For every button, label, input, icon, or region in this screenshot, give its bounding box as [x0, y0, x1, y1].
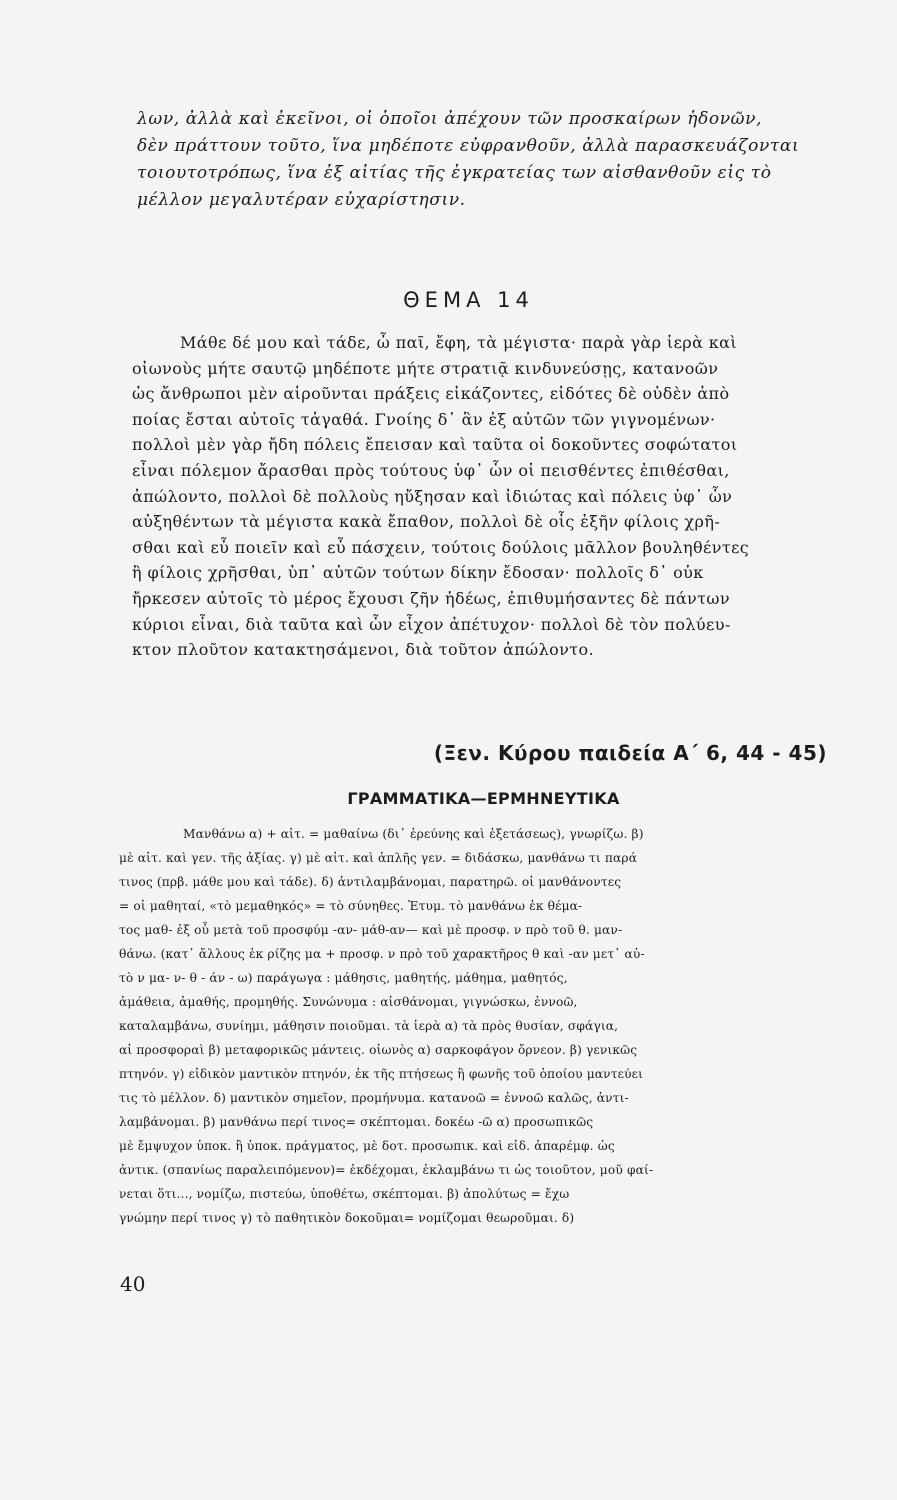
glossary-line: θάνω. (κατ᾽ ἄλλους ἐκ ρίζης μα + προσφ. ν πρὸ τοῦ χαρακτῆρος θ καὶ -αν μετ᾽ αὐ- — [119, 947, 645, 961]
source-citation: (Ξεν. Κύρου παιδεία Α΄ 6, 44 - 45) — [433, 741, 827, 765]
intro-line: δὲν πράττουν τοῦτο, ἵνα μηδέποτε εὐφρανθοῦν, ἀλλὰ παρασκευάζονται — [137, 136, 800, 156]
intro-paragraph — [137, 106, 847, 214]
glossary-line: τος μαθ- ἐξ οὗ μετὰ τοῦ προσφύμ -αν- μάθ-αν— καὶ μὲ προσφ. ν πρὸ τοῦ θ. μαν- — [119, 923, 623, 937]
glossary-line: Μανθάνω α) + αἰτ. = μαθαίνω (δι᾽ ἐρεύνης καὶ ἐξετάσεως), γνωρίζω. β) — [183, 827, 644, 841]
glossary-line: τὸ ν μα- ν- θ - άν - ω) παράγωγα : μάθησις, μαθητής, μάθημα, μαθητός, — [119, 971, 568, 985]
glossary-line: τις τὸ μέλλον. δ) μαντικὸν σημεῖον, προμήνυμα. κατανοῶ = ἐννοῶ καλῶς, ἀντι- — [119, 1091, 629, 1105]
passage-line: σθαι καὶ εὖ ποιεῖν καὶ εὖ πάσχειν, τούτοις δούλοις μᾶλλον βουληθέντες — [132, 537, 750, 557]
intro-line: μέλλον μεγαλυτέραν εὐχαρίστησιν. — [137, 190, 466, 210]
glossary-line: λαμβάνομαι. β) μανθάνω περί τινος= σκέπτομαι. δοκέω -ῶ α) προσωπικῶς — [119, 1115, 594, 1129]
passage-line: αὐξηθέντων τὰ μέγιστα κακὰ ἔπαθον, πολλοὶ δὲ οἷς ἐξῆν φίλοις χρῆ- — [132, 512, 721, 532]
glossary-line: ἀμάθεια, ἀμαθής, προμηθής. Συνώνυμα : αἰσθάνομαι, γιγνώσκω, ἐννοῶ, — [119, 995, 578, 1009]
passage-line: ἤρκεσεν αὐτοῖς τὸ μέρος ἔχουσι ζῆν ἡδέως, ἐπιθυμήσαντες δὲ πάντων — [132, 588, 730, 608]
page-number: 40 — [120, 1272, 146, 1296]
glossary-line: γνώμην περί τινος γ) τὸ παθητικὸν δοκοῦμαι= νομίζομαι θεωροῦμαι. δ) — [119, 1211, 575, 1225]
passage-line: κύριοι εἶναι, διὰ ταῦτα καὶ ὧν εἶχον ἀπέτυχον· πολλοὶ δὲ τὸν πολύευ- — [132, 614, 731, 634]
intro-line: λων, ἀλλὰ καὶ ἐκεῖνοι, οἱ ὁποῖοι ἀπέχουν τῶν προσκαίρων ἡδονῶν, — [137, 109, 763, 129]
glossary-line: μὲ αἰτ. καὶ γεν. τῆς ἀξίας. γ) μὲ αἰτ. καὶ ἁπλῆς γεν. = διδάσκω, μανθάνω τι παρά — [119, 851, 638, 865]
passage-line: ἀπώλοντο, πολλοὶ δὲ πολλοὺς ηὔξησαν καὶ ἰδιώτας καὶ πόλεις ὑφ᾽ ὧν — [132, 486, 733, 506]
passage-line: πολλοὶ μὲν γὰρ ἤδη πόλεις ἔπεισαν καὶ ταῦτα οἱ δοκοῦντες σοφώτατοι — [132, 435, 738, 455]
theme-title: ΘΕΜΑ 14 — [403, 288, 534, 312]
glossary-line: = οἱ μαθηταί, «τὸ μεμαθηκός» = τὸ σύνηθες. Ἐτυμ. τὸ μανθάνω ἐκ θέμα- — [119, 899, 583, 913]
passage-line: εἶναι πόλεμον ἄρασθαι πρὸς τούτους ὑφ᾽ ὧν οἱ πεισθέντες ἐπιθέσθαι, — [132, 460, 730, 480]
glossary-line: καταλαμβάνω, συνίημι, μάθησιν ποιοῦμαι. τὰ ἱερὰ α) τὰ πρὸς θυσίαν, σφάγια, — [119, 1019, 619, 1033]
glossary-line: πτηνόν. γ) εἰδικὸν μαντικὸν πτηνόν, ἐκ τῆς πτήσεως ἢ φωνῆς τοῦ ὁποίου μαντεύει — [119, 1067, 644, 1081]
glossary-notes — [119, 822, 849, 1230]
passage-line: ποίας ἔσται αὐτοῖς τἀγαθά. Γνοίης δ᾽ ἂν ἐξ αὐτῶν τῶν γιγνομένων· — [132, 409, 716, 429]
intro-line: τοιουτοτρόπως, ἵνα ἐξ αἰτίας τῆς ἐγκρατείας των αἰσθανθοῦν εἰς τὸ — [137, 163, 772, 183]
glossary-line: νεται ὅτι..., νομίζω, πιστεύω, ὑποθέτω, σκέπτομαι. β) ἀπολύτως = ἔχω — [119, 1187, 570, 1201]
passage-line: ἢ φίλοις χρῆσθαι, ὑπ᾽ αὐτῶν τούτων δίκην ἔδοσαν· πολλοῖς δ᾽ οὐκ — [132, 563, 704, 583]
glossary-line: μὲ ἔμψυχον ὑποκ. ἢ ὑποκ. πράγματος, μὲ δοτ. προσωπικ. καὶ εἰδ. ἀπαρέμφ. ὡς — [119, 1139, 615, 1153]
glossary-line: τινος (πρβ. μάθε μου καὶ τάδε). δ) ἀντιλαμβάνομαι, παρατηρῶ. οἱ μανθάνοντες — [119, 875, 622, 889]
section-heading: ΓΡΑΜΜΑΤΙΚΑ—ΕΡΜΗΝΕΥΤΙΚΑ — [347, 789, 620, 808]
theme-passage — [132, 330, 852, 663]
glossary-line: ἀντικ. (σπανίως παραλειπόμενον)= ἐκδέχομαι, ἐκλαμβάνω τι ὡς τοιοῦτον, μοῦ φαί- — [119, 1163, 654, 1177]
glossary-line: αἱ προσφοραὶ β) μεταφορικῶς μάντεις. οἰωνὸς α) σαρκοφάγον ὄρνεον. β) γενικῶς — [119, 1043, 638, 1057]
passage-line: Μάθε δέ μου καὶ τάδε, ὦ παῖ, ἔφη, τὰ μέγιστα· παρὰ γὰρ ἱερὰ καὶ — [180, 333, 738, 352]
passage-line: οἰωνοὺς μήτε σαυτῷ μηδέποτε μήτε στρατιᾷ κινδυνεύσῃς, κατανοῶν — [132, 358, 719, 378]
passage-line: ὡς ἄνθρωποι μὲν αἱροῦνται πράξεις εἰκάζοντες, εἰδότες δὲ οὐδὲν ἀπὸ — [132, 384, 730, 404]
passage-line: κτον πλοῦτον κατακτησάμενοι, διὰ τοῦτον ἀπώλοντο. — [132, 640, 595, 660]
